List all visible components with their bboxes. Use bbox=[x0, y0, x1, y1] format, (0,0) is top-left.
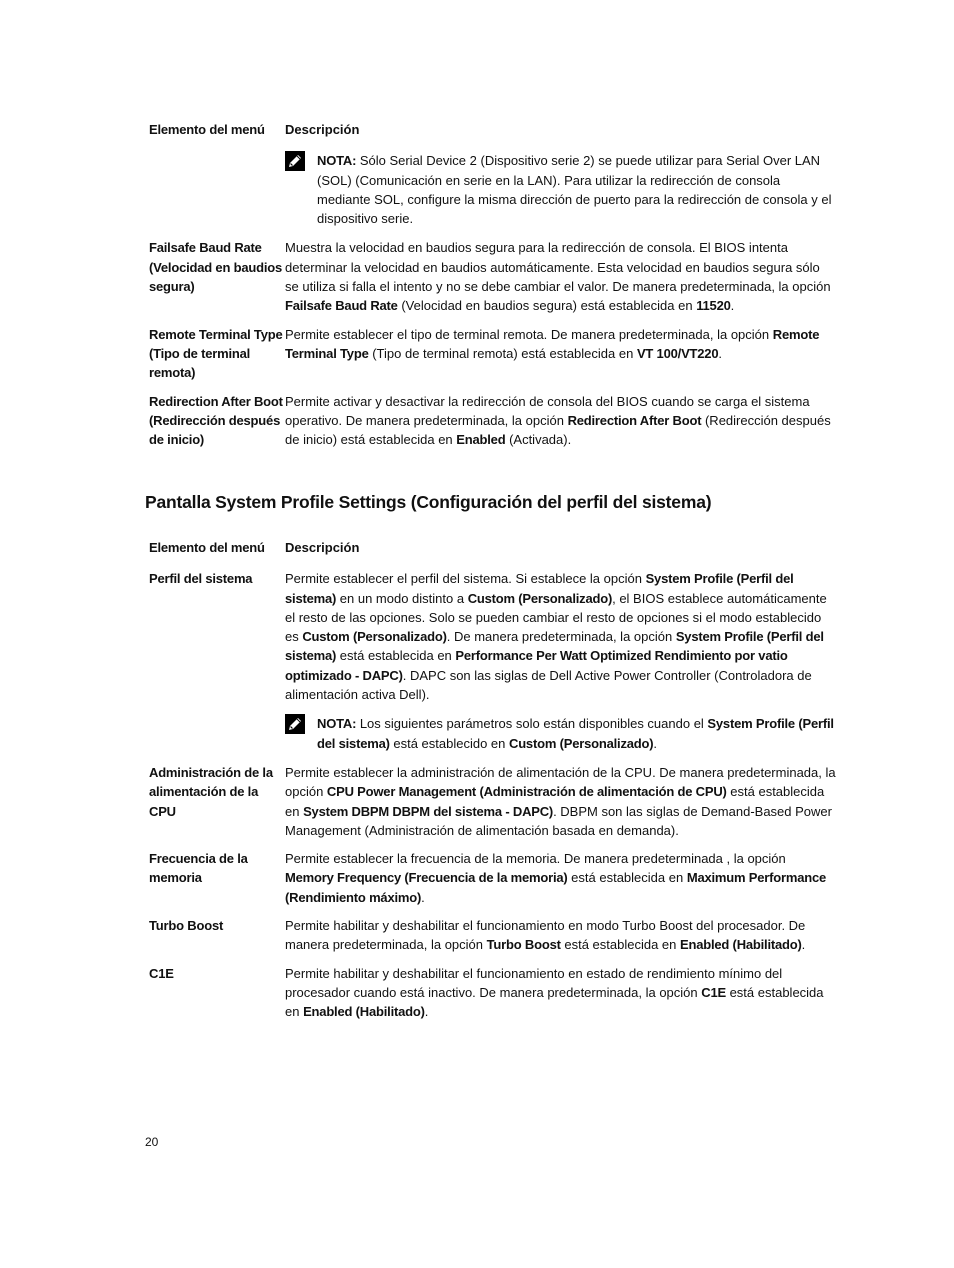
bold-term: VT 100/VT220 bbox=[636, 345, 719, 361]
menu-item-label: Perfil del sistema bbox=[149, 571, 253, 587]
bold-term: 11520 bbox=[696, 298, 731, 314]
text-run: Permite habilitar y deshabilitar el funcionamiento en estado de rendimiento mínimo del procesador cuando está inactivo. De manera predeterminada, la opción bbox=[285, 965, 783, 1000]
text-run: Muestra la velocidad en baudios segura para la redirección de consola. El BIOS intenta determinar la velocidad en baudios automáticamente. Esta velocidad en baudios segura sólo se utiliza si falla el intento y no se debe cambiar el valor. De manera predeterminada, la opción bbox=[285, 240, 831, 295]
text-run: está establecida en bbox=[560, 937, 680, 953]
text-run: está establecido en bbox=[389, 735, 509, 751]
bold-term: Custom (Personalizado) bbox=[509, 735, 654, 751]
description-text bbox=[285, 964, 837, 1022]
menu-table-system-profile bbox=[149, 538, 837, 1031]
bold-term: Remote Terminal Type bbox=[285, 326, 820, 361]
text-run: . bbox=[421, 889, 425, 905]
text-run: . DAPC son las siglas de Dell Active Power Controller (Controladora de alimentación activa Dell). bbox=[285, 667, 812, 703]
note-text bbox=[317, 151, 837, 228]
description-cell bbox=[285, 569, 837, 753]
description-text bbox=[285, 392, 837, 450]
pencil-note-icon bbox=[285, 151, 305, 171]
header-menu-item: Elemento del menú bbox=[149, 122, 265, 137]
bold-term: Enabled (Habilitado) bbox=[303, 1004, 425, 1020]
note-label: NOTA: bbox=[317, 153, 357, 169]
menu-item-label: Failsafe Baud Rate (Velocidad en baudios segura) bbox=[149, 240, 283, 295]
description-cell bbox=[285, 849, 837, 907]
note-text bbox=[317, 714, 837, 753]
table-row bbox=[149, 325, 837, 383]
menu-item-label: Remote Terminal Type (Tipo de terminal remota) bbox=[149, 326, 283, 381]
description-text bbox=[285, 238, 837, 315]
text-run: (Tipo de terminal remota) está establecida en bbox=[368, 345, 637, 361]
text-run: . bbox=[424, 1004, 429, 1020]
text-run: Los siguientes parámetros solo están disponibles cuando el bbox=[356, 716, 708, 732]
menu-table-serial bbox=[149, 120, 837, 458]
menu-item-label: Frecuencia de la memoria bbox=[149, 851, 248, 886]
text-run: . bbox=[653, 735, 658, 751]
header-description: Descripción bbox=[285, 122, 360, 137]
bold-term: System Profile (Perfil del sistema) bbox=[285, 571, 794, 606]
bold-term: Memory Frequency (Frecuencia de la memoria) bbox=[285, 870, 568, 886]
table-row bbox=[149, 392, 837, 450]
bold-term: Enabled bbox=[456, 432, 506, 448]
text-run: está establecida en bbox=[567, 870, 687, 886]
bold-term: System Profile (Perfil del sistema) bbox=[317, 716, 834, 751]
bold-term: C1E bbox=[701, 984, 726, 1000]
note-block bbox=[285, 151, 837, 228]
table-row bbox=[149, 238, 837, 315]
text-run: . DBPM son las siglas de Demand-Based Power Management (Administración de alimentación basada en demanda). bbox=[285, 803, 832, 838]
table-row bbox=[149, 849, 837, 907]
text-run: . bbox=[718, 345, 722, 361]
menu-item-label: C1E bbox=[149, 965, 174, 981]
text-run: Permite establecer el perfil del sistema. Si establece la opción bbox=[285, 571, 646, 587]
menu-item-label: Turbo Boost bbox=[149, 918, 224, 934]
table-header bbox=[149, 538, 837, 557]
bold-term: Custom (Personalizado) bbox=[302, 629, 447, 645]
note-body: Sólo Serial Device 2 (Dispositivo serie 2) se puede utilizar para Serial Over LAN (SOL) (Comunicación en serie en la LAN). Para utilizar la redirección de consola mediante SOL, configure la misma dirección de puerto para la redirección de consola y el dispositivo serie. bbox=[317, 153, 832, 227]
bold-term: Maximum Performance (Rendimiento máximo) bbox=[285, 870, 827, 905]
bold-term: Failsafe Baud Rate bbox=[285, 298, 398, 314]
text-run: . bbox=[730, 298, 735, 314]
text-run: en un modo distinto a bbox=[336, 590, 468, 606]
text-run: (Velocidad en baudios segura) está establecida en bbox=[397, 298, 697, 314]
description-cell bbox=[285, 763, 837, 840]
description-cell bbox=[285, 964, 837, 1022]
header-description: Descripción bbox=[285, 540, 360, 555]
bold-term: Enabled (Habilitado) bbox=[679, 937, 802, 953]
description-cell bbox=[285, 238, 837, 315]
text-run: está establecida en bbox=[336, 648, 456, 664]
table-row bbox=[149, 916, 837, 955]
description-cell bbox=[285, 916, 837, 955]
table-row bbox=[149, 964, 837, 1022]
text-run: (Activada). bbox=[505, 432, 572, 448]
text-run: , el BIOS establece automáticamente el resto de las opciones. Solo se pueden cambiar el resto de opciones si el modo establecido es bbox=[285, 590, 827, 645]
table-row bbox=[149, 763, 837, 840]
text-run: . bbox=[801, 937, 806, 953]
bold-term: System Profile (Perfil del sistema) bbox=[285, 629, 824, 664]
section-title: Pantalla System Profile Settings (Configuración del perfil del sistema) bbox=[145, 492, 712, 512]
text-run: . De manera predeterminada, la opción bbox=[446, 629, 676, 645]
bold-term: Redirection After Boot bbox=[567, 412, 702, 428]
empty-cell bbox=[149, 151, 285, 228]
table-row bbox=[149, 569, 837, 753]
text-run: Permite establecer el tipo de terminal remota. De manera predeterminada, la opción bbox=[285, 326, 773, 342]
description-text bbox=[285, 325, 837, 364]
bold-term: Custom (Personalizado) bbox=[467, 590, 613, 606]
bold-term: NOTA: bbox=[317, 716, 357, 732]
page-number: 20 bbox=[145, 1135, 159, 1149]
description-text bbox=[285, 763, 837, 840]
text-run: está establecida en bbox=[285, 984, 824, 1020]
note-block bbox=[285, 714, 837, 753]
header-menu-item: Elemento del menú bbox=[149, 540, 265, 555]
text-run: está establecida en bbox=[285, 784, 825, 819]
description-cell bbox=[285, 325, 837, 383]
bold-term: CPU Power Management (Administración de alimentación de CPU) bbox=[326, 784, 727, 800]
description-cell bbox=[285, 392, 837, 450]
bold-term: Performance Per Watt Optimized Rendimiento por vatio optimizado - DAPC) bbox=[285, 648, 788, 683]
text-run: Permite establecer la administración de alimentación de la CPU. De manera predeterminada, la opción bbox=[285, 764, 836, 800]
menu-item-label: Administración de la alimentación de la CPU bbox=[149, 764, 273, 819]
pencil-note-icon bbox=[285, 714, 305, 734]
bold-term: System DBPM DBPM del sistema - DAPC) bbox=[303, 803, 554, 819]
table-row-note bbox=[149, 151, 837, 228]
description-text bbox=[285, 849, 837, 907]
bold-term: Turbo Boost bbox=[486, 937, 561, 953]
menu-item-label: Redirection After Boot (Redirección después de inicio) bbox=[149, 393, 283, 448]
description-text bbox=[285, 916, 837, 955]
text-run: (Redirección después de inicio) está establecida en bbox=[285, 412, 831, 448]
text-run: Permite habilitar y deshabilitar el funcionamiento en modo Turbo Boost del procesador. De manera predeterminada, la opción bbox=[285, 918, 806, 953]
table-header bbox=[149, 120, 837, 139]
text-run: Permite establecer la frecuencia de la memoria. De manera predeterminada , la opción bbox=[285, 851, 786, 867]
description-text bbox=[285, 569, 837, 704]
text-run: Permite activar y desactivar la redirección de consola del BIOS cuando se carga el sistema operativo. De manera predeterminada, la opción bbox=[285, 393, 810, 428]
note-cell bbox=[285, 151, 837, 228]
